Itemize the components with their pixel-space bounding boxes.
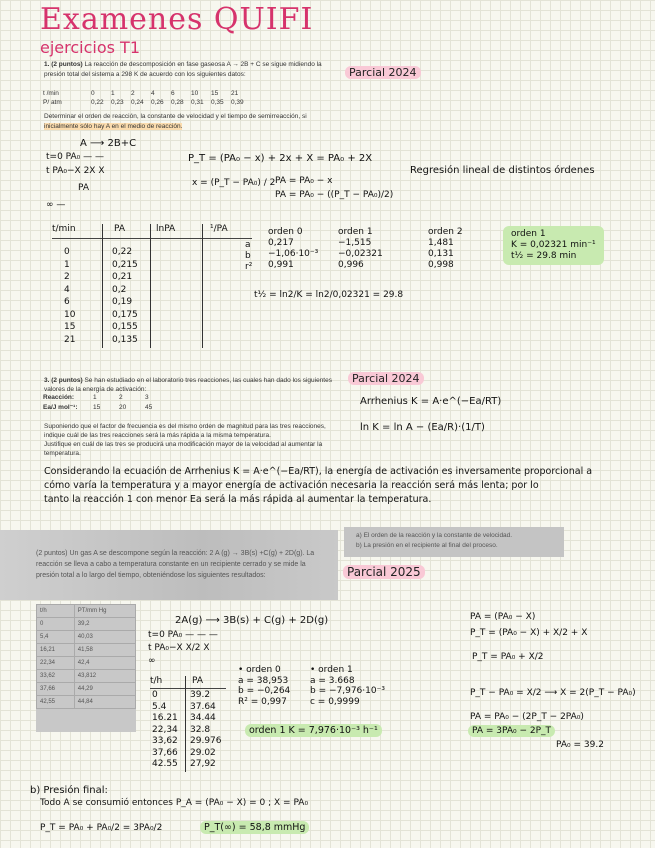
table-cell-pa: 0,155: [112, 322, 138, 332]
photo-p: 41,58: [74, 644, 135, 657]
p1-row-t0: t=0 PA₀ — —: [46, 152, 104, 162]
p-value: 0,35: [211, 99, 224, 106]
p1-reaction: A ⟶ 2B+C: [80, 138, 137, 149]
table-cell-pa: 0,19: [112, 297, 133, 307]
reg-value: −1,515: [338, 238, 372, 248]
p3-b-title: b) Presión final:: [30, 785, 108, 796]
p1-eq-pa2: PA = PA₀ − ((P_T − PA₀)/2): [275, 190, 394, 200]
photo-p: 43,812: [74, 670, 135, 683]
p3-pa4: P_T − PA₀ = X/2 ⟶ X = 2(P_T − PA₀): [470, 688, 636, 698]
t-value: 0: [91, 90, 95, 97]
p1-note: Regresión lineal de distintos órdenes: [410, 165, 595, 176]
p3-pa0: PA₀ = 39.2: [556, 740, 604, 750]
t-value: 4: [151, 90, 155, 97]
table-cell-t: 10: [64, 309, 76, 320]
table-cell-t: 1: [64, 259, 70, 270]
p3-cell-pa: 34.44: [190, 713, 216, 723]
table-cell-t: 4: [64, 284, 70, 295]
reaction-num: 3: [145, 394, 149, 401]
table-cell-pa: 0,215: [112, 259, 138, 270]
reg-value: −0,02321: [338, 249, 383, 259]
p1-orden0: [268, 227, 318, 271]
col-invpa: ¹/PA: [210, 224, 228, 234]
p2-q2: Justifique en cuál de las tres se producirá una modificación mayor de la velocidad al aumentar la temperatura.: [44, 441, 323, 457]
t-value: 2: [131, 90, 135, 97]
p3-cell-pa: 37.64: [190, 701, 216, 712]
p2-answer-3: tanto la reacción 1 con menor Ea será la más rápida al aumentar la temperatura.: [44, 494, 432, 505]
photo-p: 40,03: [74, 631, 135, 644]
p3-row-inf: ∞: [148, 656, 156, 666]
p1-orden2: [428, 227, 463, 271]
table-cell-pa: 0,22: [112, 247, 133, 257]
p2-arrhenius: Arrhenius K = A·e^(−Ea/RT): [360, 396, 502, 407]
photo-t: 42,55: [37, 696, 75, 709]
p3-cell-t: 42.55: [152, 759, 178, 769]
table-cell-t: 6: [64, 297, 70, 307]
p3-b-eq: P_T = PA₀ + PA₀/2 = 3PA₀/2: [40, 823, 163, 833]
ea-value: 45: [145, 403, 153, 411]
photo-t: 0: [37, 618, 75, 631]
p1-result: orden 1 K = 0,02321 min⁻¹ t½ = 29.8 min: [503, 226, 604, 265]
col-t: t/min: [52, 224, 76, 234]
table-cell-pa: 0,135: [112, 334, 138, 345]
p-value: 0,22: [91, 99, 104, 106]
p3-cell-pa: 29.976: [190, 736, 222, 746]
reg-value: a = 38,953: [238, 675, 289, 686]
p3-orden1: [310, 665, 385, 707]
reg-value: • orden 1: [310, 665, 353, 675]
p1-eq-total: P_T = (PA₀ − x) + 2x + X = PA₀ + 2X: [188, 153, 373, 164]
p3-row-t: t PA₀−X X/2 X: [148, 643, 210, 653]
p3-cell-t: 5.4: [152, 701, 167, 712]
p1-reg-labels: a b r²: [245, 240, 253, 272]
t-value: 1: [111, 90, 115, 97]
reg-value: c = 0,9999: [310, 696, 360, 707]
p3-cell-pa: 32.8: [190, 724, 211, 735]
p3-cell-pa: 27,92: [190, 759, 216, 769]
photo-p: 44,29: [74, 683, 135, 696]
p1-orden1: [338, 227, 383, 271]
p3-b-line: Todo A se consumió entonces P_A = (PA₀ − X) = 0 ; X = PA₀: [40, 798, 309, 808]
table-cell-t: 0: [64, 247, 70, 257]
p2-arrhenius-ln: ln K = ln A − (Ea/R)·(1/T): [360, 422, 485, 433]
p3-pa6: PA = 3PA₀ − 2P_T: [468, 725, 555, 737]
p3-cell-t: 0: [152, 690, 158, 700]
reaction-num: 1: [93, 394, 97, 401]
p3-b-result: P_T(∞) = 58,8 mmHg: [200, 821, 309, 834]
p3-data-photo: t/h PT/mm Hg 0 39,2 5,4 40,03 16,21 41,58 22,34 42,4 33,62 43,812 37,66 44,29 42,55 44,84: [36, 604, 136, 732]
reg-value: 0,991: [268, 260, 294, 270]
p3-pa5: PA = PA₀ − (2P_T − 2PA₀): [470, 712, 584, 722]
p2-q1: Suponiendo que el factor de frecuencia es del mismo orden de magnitud para las tres reacciones, indique cuál de las tres reacciones será la más rápida a la misma temperatura.: [44, 423, 326, 439]
table-cell-t: 15: [64, 322, 76, 332]
reg-value: orden 0: [268, 227, 303, 237]
p1-eq-x: x = (P_T − PA₀) / 2: [192, 178, 276, 188]
p-value: 0,31: [191, 99, 204, 106]
p3-col-t: t/h: [150, 676, 163, 686]
reg-value: orden 1: [338, 227, 373, 237]
p3-statement-photo: (2 puntos) Un gas A se descompone según la reacción: 2 A (g) → 3B(s) +C(g) + 2D(g). La reacción se lleva a cabo a temperatura constante en un recipiente cerrado y se mide la presión total a lo largo del tiempo, obteniéndose los siguientes resultados:: [0, 530, 338, 600]
reg-value: 0,131: [428, 249, 454, 259]
reg-value: b = −0,264: [238, 686, 291, 696]
reaction-num: 2: [119, 394, 123, 401]
page-title: Examenes QUIFI: [40, 2, 314, 37]
p3-pa1: PA = (PA₀ − X): [470, 612, 536, 622]
reg-value: 1,481: [428, 238, 454, 248]
t-value: 15: [211, 90, 219, 97]
p1-data-table: t /min 0 1 2 4 6 10 15 21 P/ atm 0,22 0,23 0,24 0,26 0,28 0,31 0,35 0,39: [42, 89, 250, 107]
reg-value: −1,06·10⁻³: [268, 249, 319, 259]
reg-value: orden 2: [428, 227, 463, 237]
p3-row-t0: t=0 PA₀ — — —: [148, 630, 218, 640]
photo-p: 44,84: [74, 696, 135, 709]
p2-answer-2: cómo varía la temperatura y a mayor energía de activación necesaria la reacción será más lenta; por lo: [44, 480, 539, 491]
reg-value: • orden 0: [238, 665, 281, 675]
p3-questions-photo: a) El orden de la reacción y la constante de velocidad. b) La presión en el recipiente al final del proceso.: [344, 527, 564, 557]
p-value: 0,39: [231, 99, 244, 106]
photo-p: 39,2: [74, 618, 135, 631]
p1-question-2: inicialmente sólo hay A en el medio de reacción.: [44, 123, 183, 130]
p3-result: orden 1 K = 7,976·10⁻³ h⁻¹: [245, 724, 382, 737]
p1-row-pa: PA: [78, 183, 90, 193]
p3-cell-pa: 29.02: [190, 747, 216, 758]
t-value: 21: [231, 90, 239, 97]
table-cell-t: 2: [64, 272, 70, 282]
p2-ea-table: Reacción: 1 2 3 Ea/J mol⁻¹: 15 20 45: [42, 393, 170, 412]
p3-orden0: [238, 665, 290, 707]
p1-statement: 1. (2 puntos) La reacción de descomposición en fase gaseosa A → 2B + C se sigue midiendo la presión total del sistema a 298 K de acuerdo con los siguientes datos:: [44, 61, 322, 78]
p-value: 0,26: [151, 99, 164, 106]
p3-pa2: P_T = (PA₀ − X) + X/2 + X: [470, 628, 588, 638]
table-cell-pa: 0,2: [112, 284, 127, 295]
p3-cell-t: 37,66: [152, 747, 178, 758]
p3-cell-pa: 39.2: [190, 690, 211, 700]
p1-half-life: t½ = ln2/K = ln2/0,02321 = 29.8: [254, 290, 404, 300]
p1-question: Determinar el orden de reacción, la constante de velocidad y el tiempo de semirreacción, si: [44, 113, 307, 120]
reg-value: 0,217: [268, 238, 294, 248]
photo-t: 22,34: [37, 657, 75, 670]
p2-tag: Parcial 2024: [348, 372, 424, 385]
p3-tag: Parcial 2025: [343, 565, 425, 579]
reg-value: R² = 0,997: [238, 696, 287, 707]
photo-t: 33,62: [37, 670, 75, 683]
p1-eq-pa: PA = PA₀ − x: [275, 176, 333, 186]
p-value: 0,23: [111, 99, 124, 106]
photo-t: 5,4: [37, 631, 75, 644]
p3-reaction: 2A(g) ⟶ 3B(s) + C(g) + 2D(g): [175, 615, 329, 626]
p2-answer-1: Considerando la ecuación de Arrhenius K = A·e^(−Ea/RT), la energía de activación es inversamente proporcional a: [44, 466, 593, 477]
p-value: 0,28: [171, 99, 184, 106]
t-value: 10: [191, 90, 199, 97]
table-cell-t: 21: [64, 334, 76, 345]
p3-cell-t: 33,62: [152, 736, 178, 746]
p1-row-inf: ∞ —: [46, 200, 66, 210]
t-value: 6: [171, 90, 175, 97]
table-cell-pa: 0,175: [112, 309, 138, 320]
ea-value: 20: [119, 403, 127, 411]
col-pa: PA: [114, 224, 126, 234]
p3-col-pa: PA: [192, 676, 204, 686]
table-cell-pa: 0,21: [112, 272, 133, 282]
photo-t: 37,66: [37, 683, 75, 696]
reg-value: a = 3.668: [310, 675, 355, 686]
p1-row-t: t PA₀−X 2X X: [46, 166, 105, 176]
p2-statement: 3. (2 puntos) Se han estudiado en el laboratorio tres reacciones, las cuales han dado los siguientes valores de la energía de activación:: [44, 377, 332, 393]
reg-value: 0,998: [428, 260, 454, 270]
col-lnpa: lnPA: [156, 224, 176, 234]
p3-pa3: P_T = PA₀ + X/2: [472, 652, 544, 662]
photo-t: 16,21: [37, 644, 75, 657]
p3-cell-t: 16.21: [152, 713, 178, 723]
ea-value: 15: [93, 403, 101, 411]
page-subtitle: ejercicios T1: [40, 38, 141, 57]
p1-tag: Parcial 2024: [345, 66, 421, 79]
photo-p: 42,4: [74, 657, 135, 670]
p3-cell-t: 22,34: [152, 724, 178, 735]
p-value: 0,24: [131, 99, 144, 106]
reg-value: b = −7,976·10⁻³: [310, 686, 385, 696]
reg-value: 0,996: [338, 260, 364, 270]
